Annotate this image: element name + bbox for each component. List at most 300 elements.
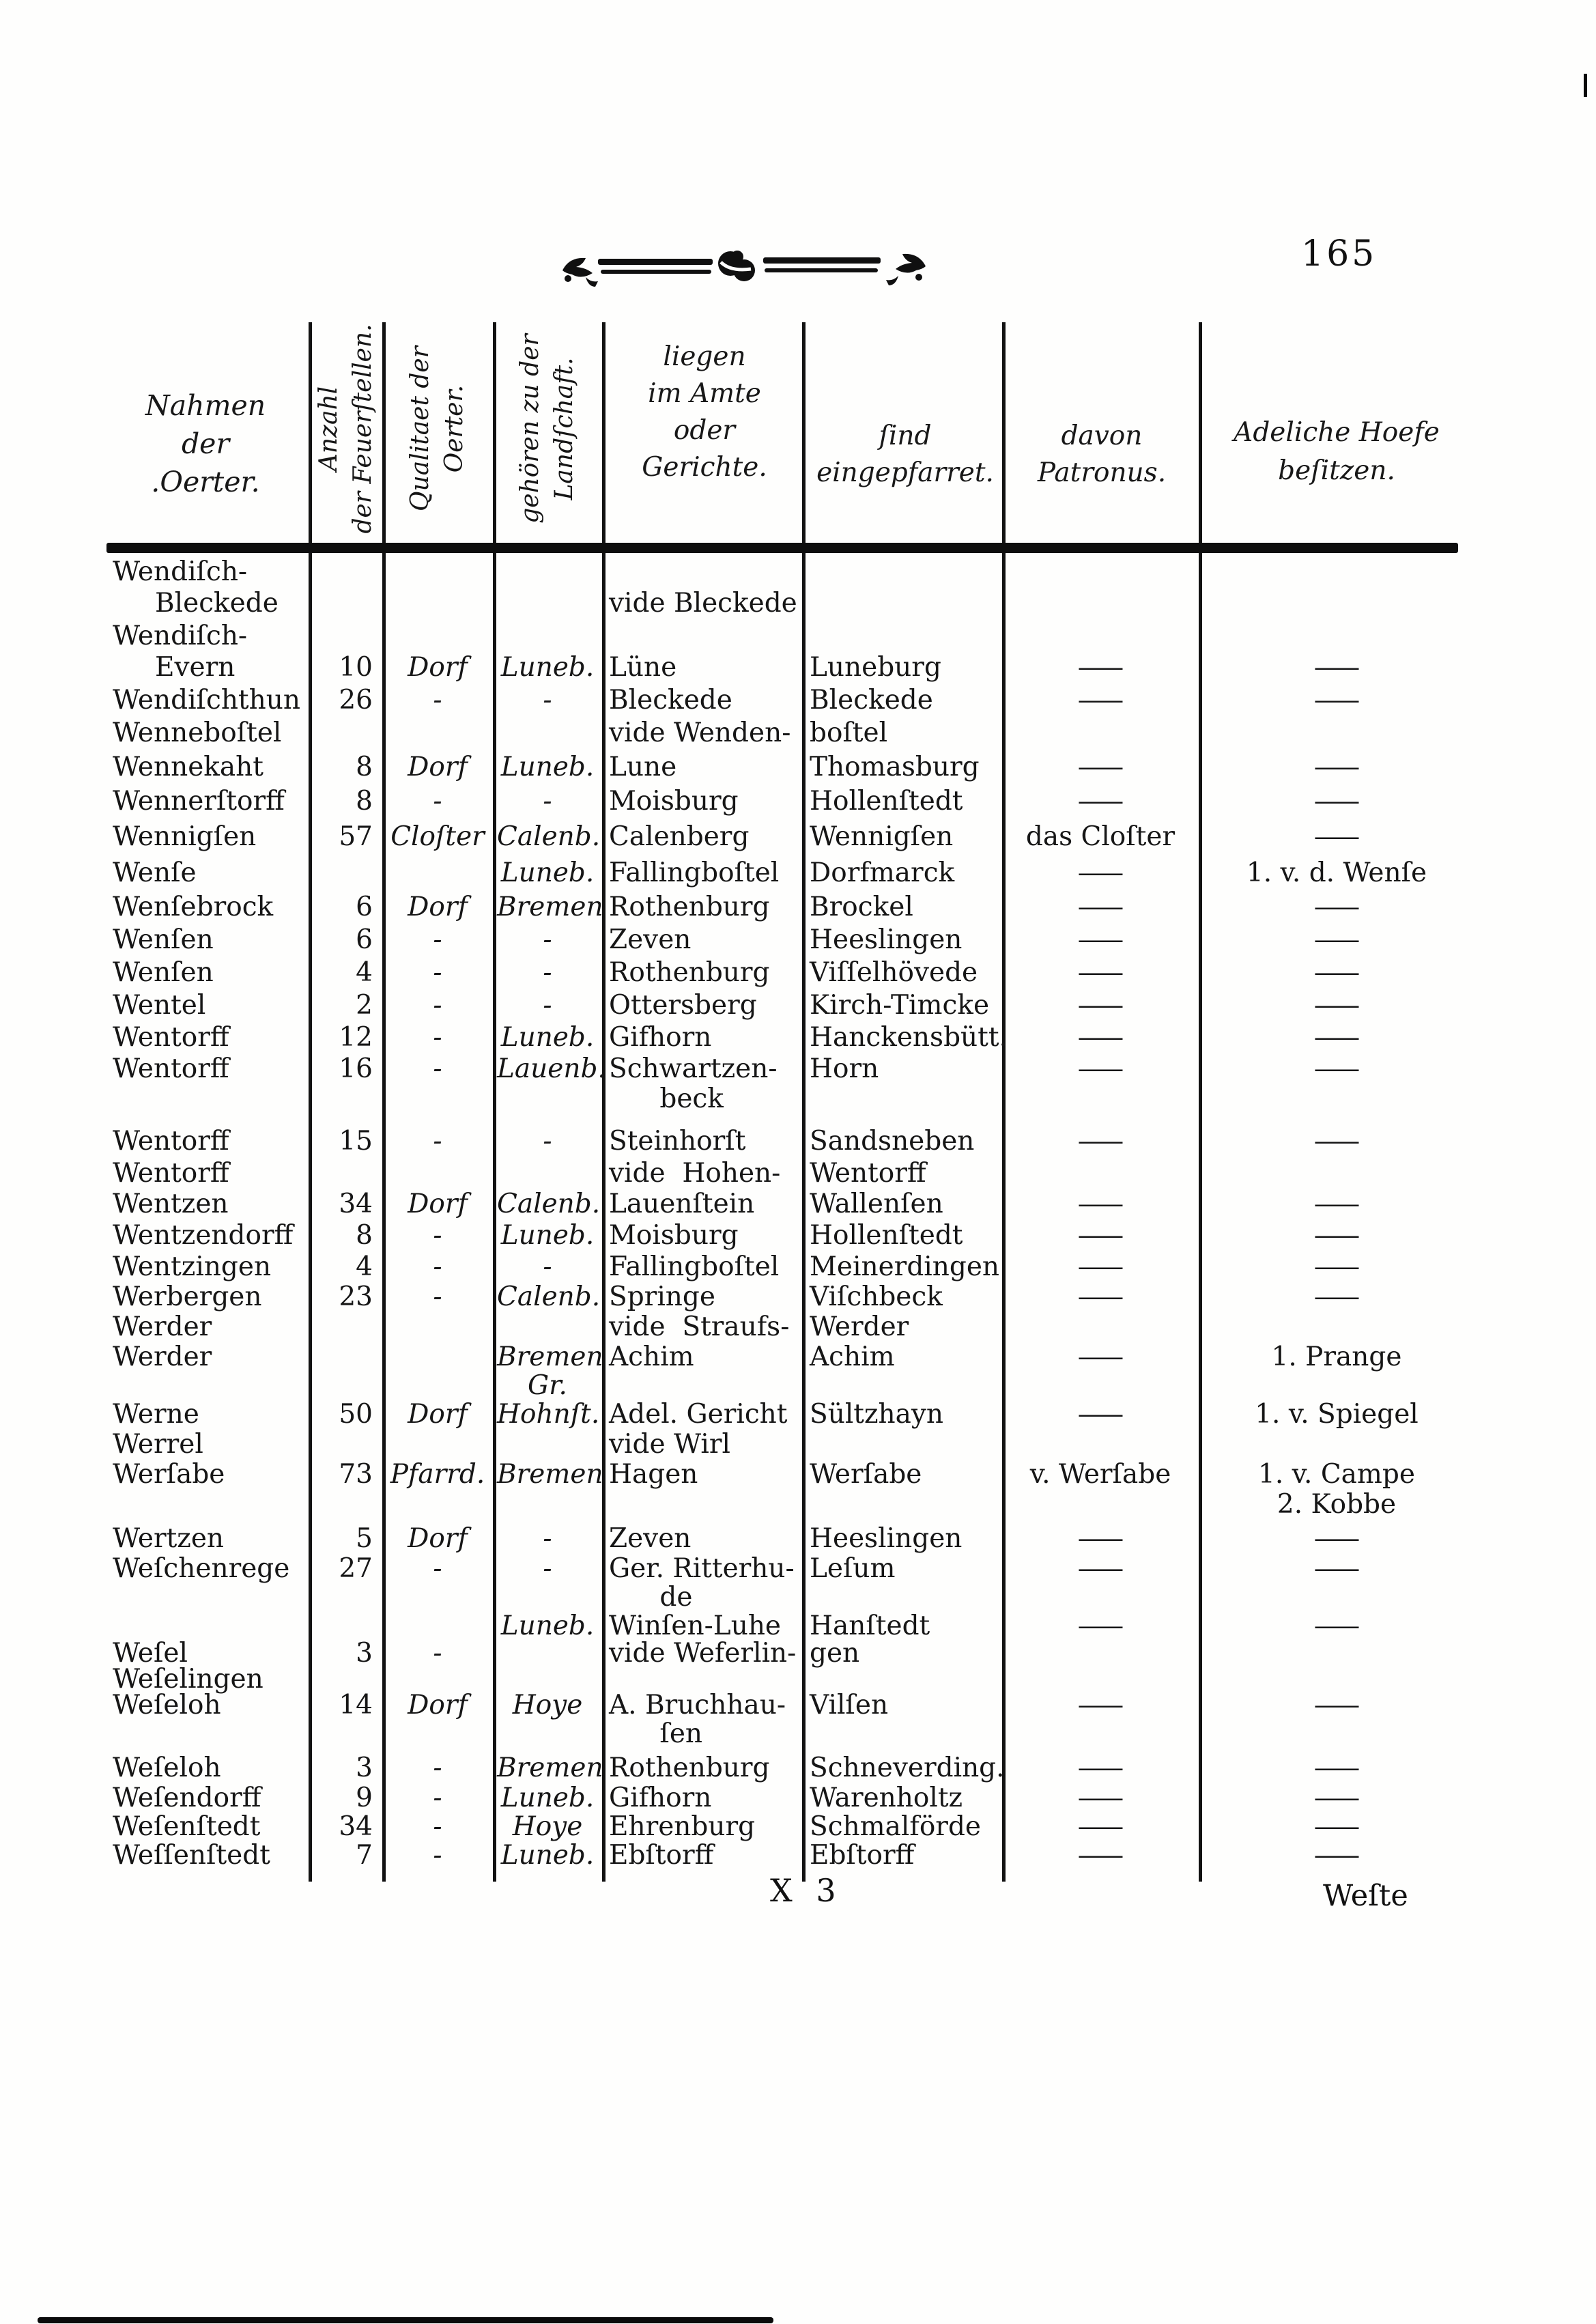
scan-artifact [38,2317,773,2323]
cell-eingepfarret: Brockel [810,892,913,922]
cell-qualitaet: - [433,1638,442,1669]
cell-feuerstellen-count: 3 [356,1638,373,1669]
cell-eingepfarret: Wallenſen [810,1189,943,1219]
cell-qualitaet: - [433,685,442,715]
cell-name: Wentzen [113,1189,229,1219]
cell-eingepfarret: Meinerdingen [810,1251,1000,1282]
table-line [0,922,1596,958]
header-text: davon [1061,421,1143,451]
cell-landschaft: - [543,1523,552,1554]
cell-amt-gericht: A. Bruchhau- [609,1690,786,1720]
cell-qualitaet: - [433,1281,442,1312]
column-header-names [109,386,302,501]
cell-name: Wentzendorff [113,1220,294,1251]
blank-dash: — [1312,957,1361,988]
blank-dash: — [1076,957,1125,988]
cell-adeliche-hoefe [1204,650,1469,685]
blank-dash: — [1076,1399,1125,1430]
cell-landschaft: - [543,685,552,715]
cell-eingepfarret: Heeslingen [810,1523,963,1554]
cell-eingepfarret: gen [810,1638,860,1669]
cell-name: Wentel [113,990,206,1021]
cell-qualitaet: Dorf [408,1523,468,1554]
cell-qualitaet: Dorf [408,1399,468,1430]
cell-name: Wendiſch- [113,621,248,651]
header-text: gehören zu der [516,334,544,524]
cell-name: Weſelingen [113,1664,263,1695]
blank-dash: — [1076,1281,1125,1312]
cell-landschaft: Hohnſt. [497,1399,600,1430]
cell-feuerstellen-count: 4 [356,957,373,988]
cell-landschaft: - [543,1126,552,1157]
header-text: Oerter. [440,384,468,473]
cell-adeliche-hoefe: 1. Prange [1271,1342,1402,1372]
cell-landschaft: - [543,957,552,988]
cell-amt-gericht: Gifhorn [609,1783,712,1813]
header-text: der [181,427,230,460]
column-header-patronus [1006,418,1197,492]
cell-qualitaet: Pfarrd. [390,1459,485,1490]
catchword: Weſte [1323,1879,1408,1913]
cell-landschaft: Hoye [512,1690,583,1720]
cell-amt-gericht: Calenberg [609,821,750,852]
cell-patronus [1006,922,1195,958]
table-line [0,586,1596,621]
cell-feuerstellen-count: 27 [339,1553,373,1584]
cell-feuerstellen-count: 23 [339,1281,373,1312]
blank-dash: — [1076,1553,1125,1584]
cell-name: Wendiſch- [113,556,248,587]
cell-eingepfarret: Dorfmarck [810,858,955,888]
blank-dash: — [1076,1811,1125,1842]
cell-qualitaet: Dorf [408,1189,468,1219]
table-line [0,1716,1596,1752]
table-line [0,619,1596,654]
cell-landschaft: - [543,924,552,955]
header-text: liegen [663,341,746,372]
blank-dash: — [1076,786,1125,817]
cell-adeliche-hoefe: 2. Kobbe [1277,1489,1397,1520]
cell-landschaft: Luneb. [500,1840,595,1871]
header-text: ſind [879,421,932,451]
cell-name: Weſel [113,1638,188,1669]
cell-eingepfarret: Luneburg [810,652,941,683]
cell-adeliche-hoefe [1204,750,1469,785]
table-line [0,554,1596,590]
cell-eingepfarret: Horn [810,1053,879,1084]
cell-amt-gericht: Hagen [609,1459,698,1490]
cell-feuerstellen-count: 9 [356,1783,373,1813]
cell-adeliche-hoefe [1204,1187,1469,1222]
cell-name: Werne [113,1399,199,1430]
cell-amt-gericht: Rothenburg [609,1753,770,1783]
cell-name: Wenſebrock [113,892,274,922]
cell-amt-gericht: Moisburg [609,786,739,817]
blank-dash: — [1076,652,1125,683]
cell-patronus [1006,784,1195,819]
cell-amt-gericht: vide Wirl [609,1429,730,1460]
blank-dash: — [1312,1022,1361,1053]
cell-feuerstellen-count: 57 [339,821,373,852]
cell-amt-gericht: Ebſtorff [609,1840,714,1871]
cell-name: Bleckede [113,588,279,619]
cell-amt-gericht: Lüne [609,652,677,683]
cell-name: Weſſenſtedt [113,1840,270,1871]
table-line [0,855,1596,891]
cell-eingepfarret: Hanckensbütt. [810,1022,1008,1053]
cell-amt-gericht: Schwartzen- [609,1053,778,1084]
cell-qualitaet: Dorf [408,752,468,782]
cell-qualitaet: - [433,1753,442,1783]
cell-amt-gericht: Fallingboſtel [609,858,780,888]
cell-landschaft: Gr. [528,1370,567,1401]
cell-patronus [1006,955,1195,991]
blank-dash: — [1312,990,1361,1021]
blank-dash: — [1312,1053,1361,1084]
cell-amt-gericht: Zeven [609,924,692,955]
cell-feuerstellen-count: 34 [339,1189,373,1219]
blank-dash: — [1076,1251,1125,1282]
table-line [0,955,1596,991]
blank-dash: — [1076,1611,1125,1641]
cell-eingepfarret: Hollenſtedt [810,1220,963,1251]
cell-qualitaet: Cloſter [390,821,485,852]
cell-adeliche-hoefe [1204,988,1469,1023]
cell-name: Weſeloh [113,1753,221,1783]
header-text: beſitzen. [1278,455,1395,486]
cell-feuerstellen-count: 3 [356,1753,373,1783]
cell-adeliche-hoefe: 1. v. Spiegel [1255,1399,1419,1430]
cell-qualitaet: - [433,786,442,817]
cell-patronus: v. Werſabe [1029,1459,1171,1490]
cell-amt-gericht: Moisburg [609,1220,739,1251]
blank-dash: — [1312,1281,1361,1312]
cell-eingepfarret: Viſchbeck [810,1281,943,1312]
cell-patronus [1006,1124,1195,1159]
cell-amt-gericht: Lune [609,752,677,782]
cell-patronus [1006,1187,1195,1222]
cell-eingepfarret: Heeslingen [810,924,963,955]
cell-feuerstellen-count: 14 [339,1690,373,1720]
blank-dash: — [1076,1523,1125,1554]
cell-name: Weſenſtedt [113,1811,261,1842]
blank-dash: — [1312,1251,1361,1282]
cell-name: Wentorff [113,1158,229,1189]
cell-landschaft: Bremen [497,1459,603,1490]
cell-name: Werder [113,1312,212,1342]
cell-qualitaet: - [433,1840,442,1871]
cell-name: Wendiſchthun [113,685,300,715]
column-header-qualitaet [403,320,472,538]
cell-eingepfarret: Leſum [810,1553,896,1584]
cell-adeliche-hoefe [1204,683,1469,718]
blank-dash: — [1312,752,1361,782]
cell-amt-gericht: Winſen-Luhe [609,1611,782,1641]
blank-dash: — [1076,1783,1125,1813]
cell-feuerstellen-count: 12 [339,1022,373,1053]
cell-landschaft: Bremen [497,1342,603,1372]
cell-amt-gericht: beck [609,1083,724,1114]
cell-adeliche-hoefe: 1. v. Campe [1258,1459,1415,1490]
table-line [0,683,1596,718]
cell-eingepfarret: boſtel [810,718,888,748]
table-line [0,1487,1596,1522]
cell-adeliche-hoefe [1204,1218,1469,1253]
cell-patronus [1006,855,1195,891]
cell-name: Werrel [113,1429,203,1460]
cell-name: Wenſen [113,924,214,955]
header-text: Anzahl [315,386,343,472]
blank-dash: — [1312,1783,1361,1813]
table-line [0,715,1596,751]
cell-feuerstellen-count: 26 [339,685,373,715]
blank-dash: — [1076,685,1125,715]
cell-landschaft: - [543,786,552,817]
cell-landschaft: Luneb. [500,1220,595,1251]
cell-amt-gericht: vide Straufs- [609,1312,790,1342]
cell-feuerstellen-count: 6 [356,892,373,922]
cell-eingepfarret: Schmalförde [810,1811,981,1842]
cell-qualitaet: - [433,1053,442,1084]
header-text: Qualitaet der [406,346,434,511]
cell-feuerstellen-count: 6 [356,924,373,955]
cell-landschaft: Luneb. [500,1022,595,1053]
table-line [0,650,1596,685]
cell-eingepfarret: Warenholtz [810,1783,963,1813]
cell-amt-gericht: Adel. Gericht [609,1399,788,1430]
cell-eingepfarret: Viſſelhövede [810,957,978,988]
blank-dash: — [1312,1811,1361,1842]
blank-dash: — [1076,924,1125,955]
blank-dash: — [1076,892,1125,922]
cell-name: Wennigſen [113,821,257,852]
table-line [0,1838,1596,1873]
cell-adeliche-hoefe: 1. v. d. Wenſe [1246,858,1427,888]
table-line [0,1081,1596,1117]
cell-qualitaet: - [433,957,442,988]
table-line [0,1187,1596,1222]
cell-amt-gericht: vide Bleckede [609,588,797,619]
blank-dash: — [1312,1690,1361,1720]
cell-amt-gericht: vide Weferlin- [609,1638,797,1669]
cell-qualitaet: - [433,1251,442,1282]
cell-qualitaet: - [433,924,442,955]
cell-eingepfarret: Werſabe [810,1459,922,1490]
cell-landschaft: - [543,1553,552,1584]
blank-dash: — [1076,1220,1125,1251]
printers-rule-ornament-icon [558,247,930,295]
blank-dash: — [1076,858,1125,888]
cell-amt-gericht: de [609,1582,693,1613]
table-line [0,1218,1596,1253]
cell-feuerstellen-count: 16 [339,1053,373,1084]
cell-qualitaet: - [433,1811,442,1842]
cell-patronus [1006,988,1195,1023]
blank-dash: — [1076,1053,1125,1084]
cell-qualitaet: Dorf [408,652,468,683]
header-text: der Feuerſtellen. [349,324,377,534]
table-line [0,750,1596,785]
cell-landschaft: - [543,990,552,1021]
cell-qualitaet: - [433,1220,442,1251]
column-header-adeliche-hoefe [1201,414,1472,490]
cell-adeliche-hoefe [1204,1020,1469,1055]
cell-adeliche-hoefe [1204,1838,1469,1873]
cell-name: Werbergen [113,1281,262,1312]
cell-eingepfarret: Sültzhayn [810,1399,944,1430]
cell-feuerstellen-count: 10 [339,652,373,683]
cell-feuerstellen-count: 7 [356,1840,373,1871]
cell-feuerstellen-count: 4 [356,1251,373,1282]
blank-dash: — [1076,1189,1125,1219]
cell-amt-gericht: Achim [609,1342,694,1372]
cell-landschaft: Calenb. [497,1189,601,1219]
header-text: Nahmen [145,389,266,422]
column-header-eingepfarret [810,418,1001,492]
cell-name: Wentzingen [113,1251,272,1282]
cell-qualitaet: - [433,1022,442,1053]
page-number: 165 [1301,233,1378,274]
table-line [0,819,1596,855]
column-header-amt-gericht [609,339,800,486]
cell-eingepfarret: Hollenſtedt [810,786,963,817]
cell-name: Werſabe [113,1459,225,1490]
cell-name: Wenſe [113,858,197,888]
header-text: Gerichte. [642,452,767,483]
cell-feuerstellen-count: 50 [339,1399,373,1430]
cell-eingepfarret: Vilſen [810,1690,889,1720]
cell-adeliche-hoefe [1204,784,1469,819]
blank-dash: — [1076,1690,1125,1720]
cell-landschaft: Luneb. [500,1611,595,1641]
cell-qualitaet: - [433,990,442,1021]
signature-mark: X 3 [770,1872,843,1909]
cell-amt-gericht: Gifhorn [609,1022,712,1053]
cell-eingepfarret: Kirch-Timcke [810,990,990,1021]
cell-adeliche-hoefe [1204,819,1469,855]
table-line [0,784,1596,819]
cell-patronus [1006,683,1195,718]
cell-amt-gericht: Ottersberg [609,990,757,1021]
cell-adeliche-hoefe [1204,922,1469,958]
cell-name: Wentorff [113,1022,229,1053]
cell-eingepfarret: Sandsneben [810,1126,975,1157]
blank-dash: — [1312,1840,1361,1871]
cell-amt-gericht: Fallingboſtel [609,1251,780,1282]
cell-landschaft: Luneb. [500,1783,595,1813]
blank-dash: — [1076,1022,1125,1053]
cell-eingepfarret: Schneverding. [810,1753,1005,1783]
cell-eingepfarret: Bleckede [810,685,933,715]
cell-feuerstellen-count: 8 [356,786,373,817]
cell-eingepfarret: Wennigſen [810,821,954,852]
table-line [0,1020,1596,1055]
blank-dash: — [1312,1189,1361,1219]
cell-eingepfarret: Hanſtedt [810,1611,930,1641]
cell-name: Wertzen [113,1523,225,1554]
cell-qualitaet: - [433,1783,442,1813]
cell-landschaft: Hoye [512,1811,583,1842]
table-line [0,890,1596,925]
cell-feuerstellen-count: 5 [356,1523,373,1554]
cell-amt-gericht: vide Hohen- [609,1158,781,1189]
cell-feuerstellen-count: 15 [339,1126,373,1157]
cell-landschaft: Bremen [497,1753,603,1783]
blank-dash: — [1312,892,1361,922]
cell-amt-gericht: Lauenſtein [609,1189,755,1219]
blank-dash: — [1312,1553,1361,1584]
blank-dash: — [1312,1753,1361,1783]
cell-qualitaet: Dorf [408,892,468,922]
cell-name: Weſeloh [113,1690,221,1720]
cell-qualitaet: - [433,1126,442,1157]
blank-dash: — [1076,1342,1125,1372]
cell-name: Wentorff [113,1053,229,1084]
blank-dash: — [1312,685,1361,715]
cell-amt-gericht: Steinhorſt [609,1126,746,1157]
blank-dash: — [1312,786,1361,817]
cell-name: Weſchenrege [113,1553,290,1584]
blank-dash: — [1312,1220,1361,1251]
blank-dash: — [1312,1523,1361,1554]
cell-landschaft: Calenb. [497,1281,601,1312]
cell-amt-gericht: ſen [609,1718,703,1749]
cell-landschaft: Lauenb. [497,1053,606,1084]
cell-name: Wentorff [113,1126,229,1157]
cell-patronus [1006,650,1195,685]
cell-name: Weſendorff [113,1783,261,1813]
blank-dash: — [1312,821,1361,852]
cell-eingepfarret: Ebſtorff [810,1840,915,1871]
header-separator-rule [106,543,1458,553]
column-header-feuerstellen [311,320,381,538]
cell-name: Wennerſtorff [113,786,285,817]
header-text: .Oerter. [151,466,260,498]
cell-amt-gericht: Zeven [609,1523,692,1554]
cell-feuerstellen-count: 8 [356,752,373,782]
cell-patronus [1006,1020,1195,1055]
header-text: im Amte [648,378,761,409]
cell-feuerstellen-count: 8 [356,1220,373,1251]
table-line [0,1124,1596,1159]
cell-qualitaet: Dorf [408,1690,468,1720]
cell-landschaft: Bremen [497,892,603,922]
blank-dash: — [1076,1126,1125,1157]
column-header-landschaft [513,320,582,538]
cell-amt-gericht: Ehrenburg [609,1811,756,1842]
cell-feuerstellen-count: 2 [356,990,373,1021]
blank-dash: — [1076,1753,1125,1783]
cell-amt-gericht: Rothenburg [609,892,770,922]
cell-amt-gericht: Rothenburg [609,957,770,988]
cell-name: Evern [113,652,236,683]
scan-artifact [1584,74,1587,97]
cell-name: Wenneboſtel [113,718,282,748]
cell-patronus: das Cloſter [1025,821,1175,852]
cell-eingepfarret: Werder [810,1312,909,1342]
header-text: eingepfarret. [816,457,994,488]
cell-amt-gericht: Springe [609,1281,715,1312]
header-text: Landſchaft. [550,357,578,500]
cell-feuerstellen-count: 34 [339,1811,373,1842]
header-text: oder [673,415,736,446]
blank-dash: — [1312,652,1361,683]
cell-eingepfarret: Thomasburg [810,752,980,782]
cell-landschaft: Calenb. [497,821,601,852]
cell-patronus [1006,750,1195,785]
cell-eingepfarret: Achim [810,1342,895,1372]
blank-dash: — [1312,1611,1361,1641]
